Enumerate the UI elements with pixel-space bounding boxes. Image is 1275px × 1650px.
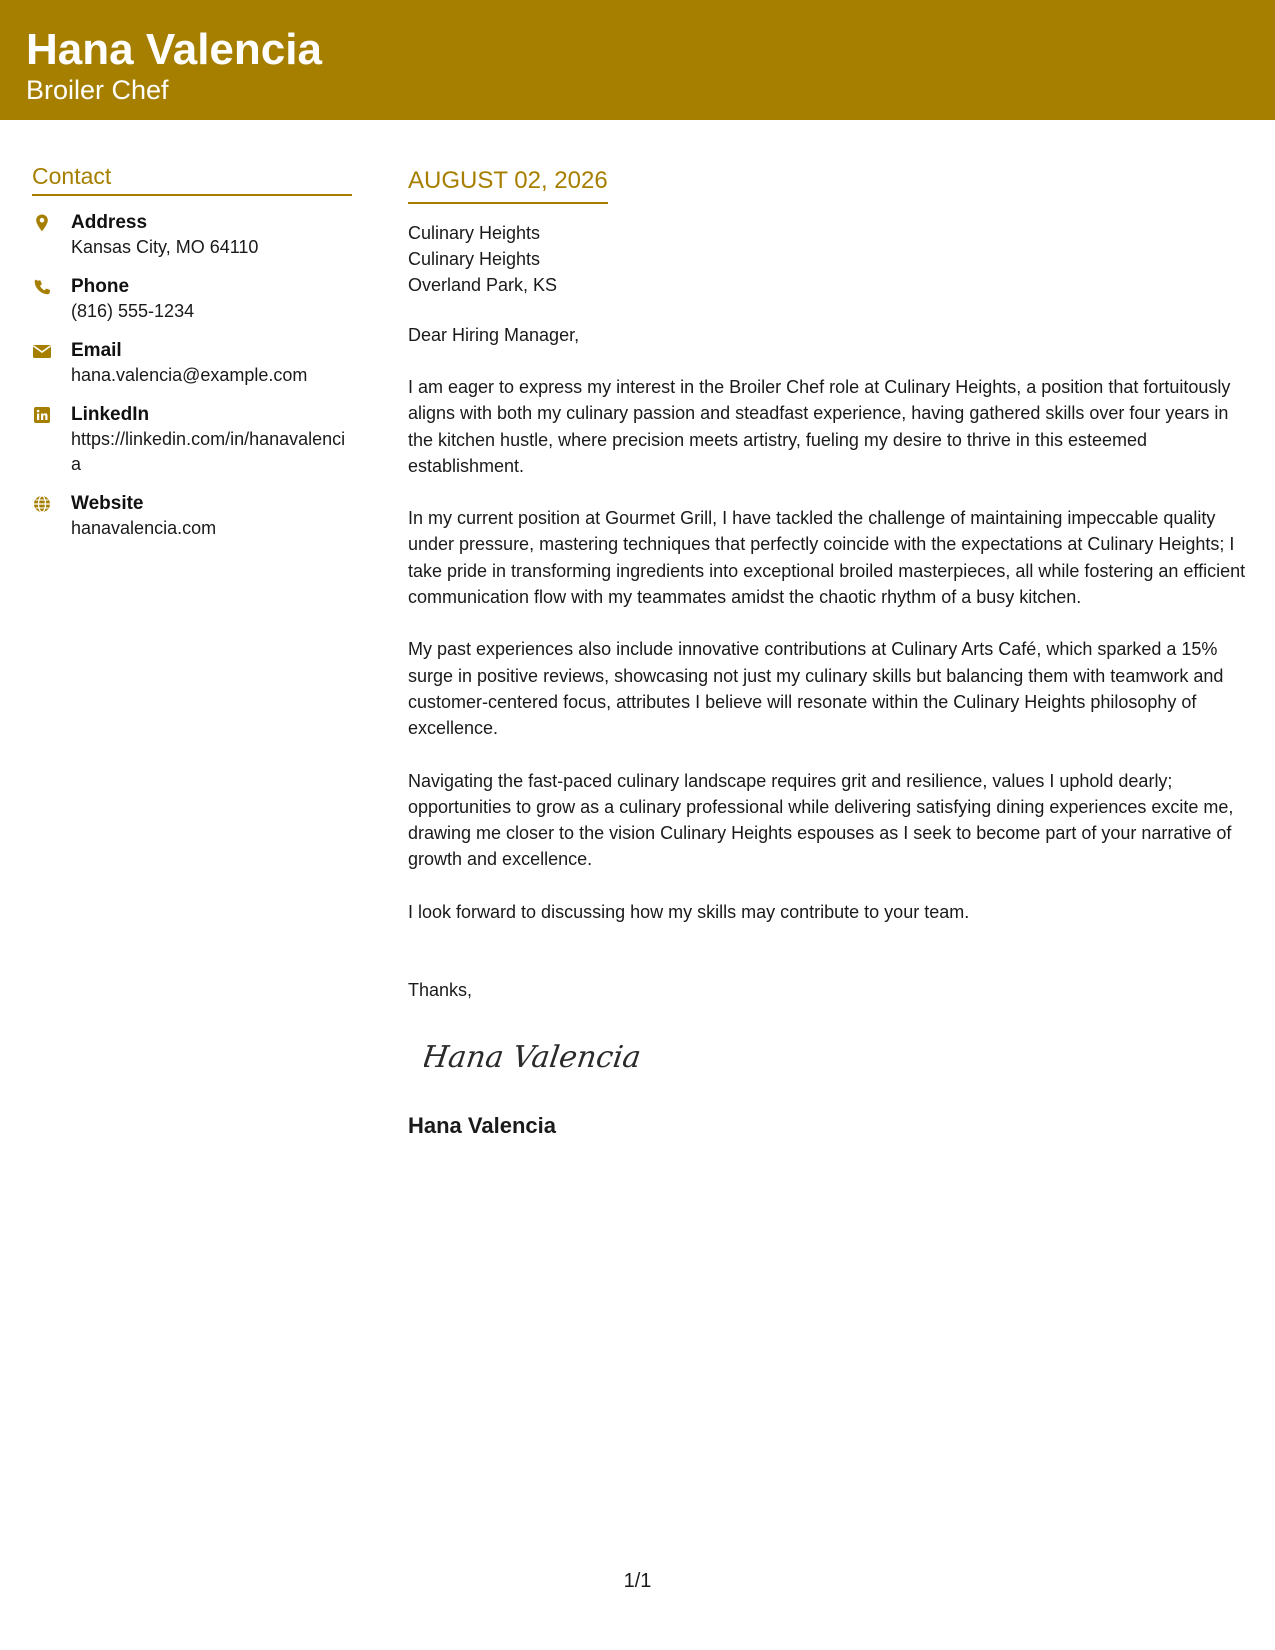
contact-heading: Contact bbox=[32, 162, 352, 196]
letter-body bbox=[408, 166, 1248, 1140]
map-pin-icon bbox=[32, 213, 52, 233]
contact-sidebar bbox=[32, 162, 352, 541]
recipient-address bbox=[408, 220, 1248, 298]
email-label: Email bbox=[71, 340, 122, 361]
linkedin-value[interactable]: https://linkedin.com/in/hanavalencia bbox=[71, 429, 346, 474]
phone-label: Phone bbox=[71, 276, 130, 297]
phone-icon bbox=[32, 277, 52, 297]
address-label: Address bbox=[71, 212, 148, 233]
letter-date: AUGUST 02, 2026 bbox=[408, 166, 608, 204]
contact-address bbox=[32, 210, 352, 260]
letter-paragraph: In my current position at Gourmet Grill, I have tackled the challenge of maintaining impeccable quality under pressure, mastering techniques that perfectly coincide with the expectations at Culinary Heights; I take pride in transforming ingredients into exceptional broiled masterpieces, all while fostering an efficient communication flow with my teammates amidst the chaotic rhythm of a busy kitchen. bbox=[408, 508, 1246, 608]
header-banner bbox=[0, 0, 1275, 120]
contact-email bbox=[32, 338, 352, 388]
letter-paragraph: Navigating the fast-paced culinary landscape requires grit and resilience, values I uphold dearly; opportunities to grow as a culinary professional while delivering satisfying dining experiences excite me, drawing me closer to the vision Culinary Heights espouses as I seek to become part of your narrative of growth and excellence. bbox=[408, 770, 1234, 870]
letter-paragraph: My past experiences also include innovative contributions at Culinary Arts Café, which sparked a 15% surge in positive reviews, showcasing not just my culinary skills but balancing them with teamwork and customer-centered focus, attributes I believe will resonate within the Culinary Heights philosophy of excellence. bbox=[408, 639, 1224, 739]
job-title: Broiler Chef bbox=[26, 75, 169, 105]
address-value: Kansas City, MO 64110 bbox=[71, 237, 259, 257]
letter-paragraph: I am eager to express my interest in the Broiler Chef role at Culinary Heights, a position that fortuitously aligns with both my culinary passion and steadfast experience, having gathered skills over four years in the kitchen hustle, where precision meets artistry, fueling my desire to thrive in this esteemed establishment. bbox=[408, 377, 1231, 476]
signature-text: Hana Valencia bbox=[424, 1040, 644, 1076]
phone-value: (816) 555-1234 bbox=[71, 301, 195, 321]
salutation: Dear Hiring Manager, bbox=[408, 325, 580, 345]
website-label: Website bbox=[71, 493, 144, 514]
page-number: 1/1 bbox=[623, 1570, 652, 1592]
recipient-line: Culinary Heights bbox=[408, 249, 541, 269]
globe-icon bbox=[32, 494, 52, 514]
closing: Thanks, bbox=[408, 980, 473, 1001]
applicant-name: Hana Valencia bbox=[26, 25, 322, 74]
recipient-line: Culinary Heights bbox=[408, 223, 541, 243]
contact-website bbox=[32, 491, 352, 541]
contact-phone bbox=[32, 274, 352, 324]
linkedin-label: LinkedIn bbox=[71, 404, 150, 425]
letter-paragraph: I look forward to discussing how my skills may contribute to your team. bbox=[408, 901, 970, 922]
email-value[interactable]: hana.valencia@example.com bbox=[71, 365, 308, 385]
contact-linkedin bbox=[32, 402, 352, 477]
website-value[interactable]: hanavalencia.com bbox=[71, 518, 217, 538]
recipient-line: Overland Park, KS bbox=[408, 275, 558, 295]
envelope-icon bbox=[32, 341, 52, 361]
signed-name: Hana Valencia bbox=[408, 1113, 556, 1139]
handwritten-signature bbox=[424, 1031, 664, 1081]
linkedin-icon bbox=[32, 405, 52, 425]
